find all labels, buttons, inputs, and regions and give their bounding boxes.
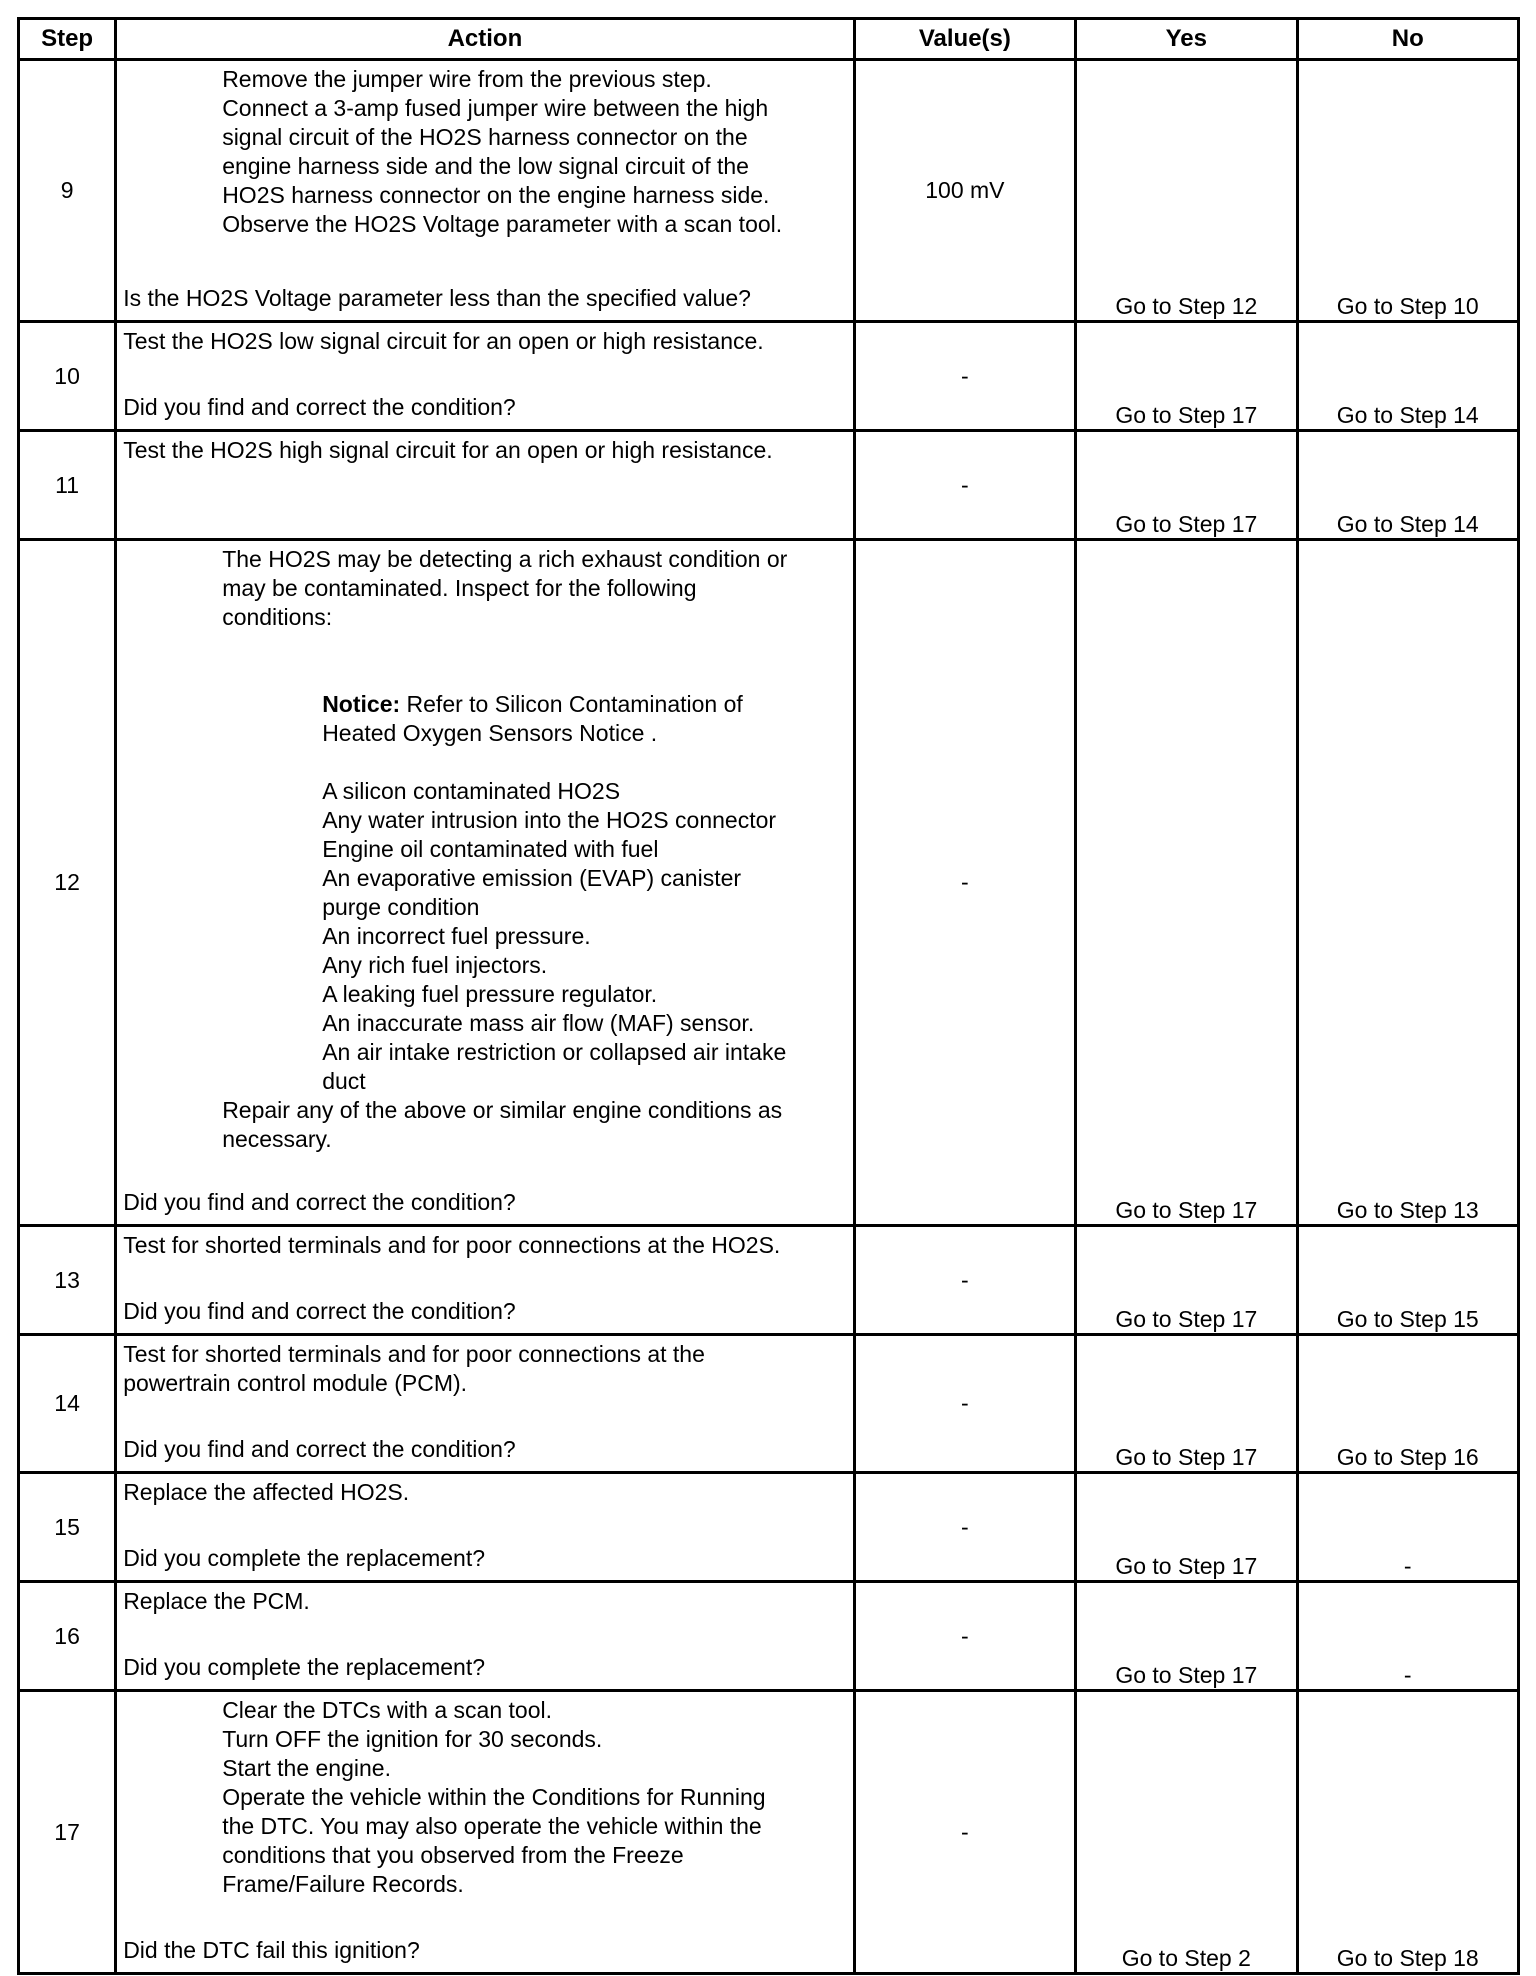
list-item: An inaccurate mass air flow (MAF) sensor. <box>322 1010 755 1036</box>
no-result: Go to Step 18 <box>1297 1691 1518 1974</box>
action-question: Did you find and correct the condition? <box>123 1189 516 1215</box>
intro-line: may be contaminated. Inspect for the following <box>222 575 697 601</box>
action-cell <box>116 1473 854 1582</box>
action-cell <box>116 322 854 431</box>
conditions-list <box>222 777 846 1096</box>
yes-result: Go to Step 2 <box>1076 1691 1297 1974</box>
action-line: Observe the HO2S Voltage parameter with a scan tool. <box>222 211 783 237</box>
step-number: 13 <box>19 1226 116 1335</box>
action-line: Operate the vehicle within the Conditions for Running <box>222 1784 766 1810</box>
yes-result: Go to Step 17 <box>1076 1226 1297 1335</box>
value-cell: - <box>854 1582 1075 1691</box>
intro-line: conditions: <box>222 604 333 630</box>
action-question: Did you find and correct the condition? <box>123 1298 516 1324</box>
no-result: Go to Step 14 <box>1297 322 1518 431</box>
action-line: HO2S harness connector on the engine harness side. <box>222 182 770 208</box>
step-number: 11 <box>19 431 116 540</box>
list-item: An incorrect fuel pressure. <box>322 923 591 949</box>
header-yes: Yes <box>1076 19 1297 60</box>
table-row <box>19 1691 1519 1974</box>
list-item: An evaporative emission (EVAP) canister <box>322 865 742 891</box>
list-item: A silicon contaminated HO2S <box>322 778 621 804</box>
value-cell: - <box>854 431 1075 540</box>
action-question: Did you find and correct the condition? <box>123 1436 516 1462</box>
action-line: powertrain control module (PCM). <box>123 1370 468 1396</box>
step-number: 15 <box>19 1473 116 1582</box>
no-result: - <box>1297 1582 1518 1691</box>
yes-result: Go to Step 17 <box>1076 1582 1297 1691</box>
action-question: Did the DTC fail this ignition? <box>123 1937 420 1963</box>
list-item: An air intake restriction or collapsed air intake <box>322 1039 787 1065</box>
action-cell <box>116 60 854 322</box>
action-line: Turn OFF the ignition for 30 seconds. <box>222 1726 603 1752</box>
value-cell: - <box>854 1335 1075 1473</box>
header-step: Step <box>19 19 116 60</box>
table-row <box>19 540 1519 1226</box>
list-item: Any water intrusion into the HO2S connector <box>322 807 777 833</box>
action-cell <box>116 1335 854 1473</box>
action-line: Frame/Failure Records. <box>222 1871 464 1897</box>
value-cell: - <box>854 1473 1075 1582</box>
action-cell <box>116 540 854 1226</box>
no-result: - <box>1297 1473 1518 1582</box>
value-cell: - <box>854 540 1075 1226</box>
action-line: Test for shorted terminals and for poor connections at the HO2S. <box>123 1232 781 1258</box>
list-item: duct <box>322 1068 366 1094</box>
no-result: Go to Step 16 <box>1297 1335 1518 1473</box>
step-number: 10 <box>19 322 116 431</box>
value-cell: - <box>854 322 1075 431</box>
action-question: Is the HO2S Voltage parameter less than the specified value? <box>123 285 751 311</box>
repair-line: Repair any of the above or similar engine conditions as <box>222 1097 783 1123</box>
no-result: Go to Step 15 <box>1297 1226 1518 1335</box>
table-header-row <box>19 19 1519 60</box>
table-row <box>19 60 1519 322</box>
intro-line: The HO2S may be detecting a rich exhaust condition or <box>222 546 788 572</box>
action-line: engine harness side and the low signal circuit of the <box>222 153 749 179</box>
notice-label: Notice: <box>322 691 401 717</box>
list-item: Any rich fuel injectors. <box>322 952 548 978</box>
yes-result: Go to Step 17 <box>1076 540 1297 1226</box>
yes-result: Go to Step 17 <box>1076 1473 1297 1582</box>
header-no: No <box>1297 19 1518 60</box>
yes-result: Go to Step 17 <box>1076 1335 1297 1473</box>
action-question <box>117 531 852 535</box>
action-line: Connect a 3-amp fused jumper wire between the high <box>222 95 769 121</box>
action-line: Test the HO2S low signal circuit for an open or high resistance. <box>123 328 764 354</box>
table-row <box>19 1335 1519 1473</box>
value-cell: - <box>854 1691 1075 1974</box>
action-line: conditions that you observed from the Freeze <box>222 1842 684 1868</box>
action-question: Did you complete the replacement? <box>123 1545 485 1571</box>
notice-text: Refer to Silicon Contamination of <box>400 691 743 717</box>
yes-result: Go to Step 17 <box>1076 431 1297 540</box>
action-line: Start the engine. <box>222 1755 391 1781</box>
action-line: Test the HO2S high signal circuit for an open or high resistance. <box>123 437 773 463</box>
no-result: Go to Step 10 <box>1297 60 1518 322</box>
action-cell <box>116 1582 854 1691</box>
action-cell <box>116 431 854 540</box>
step-number: 14 <box>19 1335 116 1473</box>
diagnostic-steps-table <box>17 17 1520 1975</box>
value-cell: 100 mV <box>854 60 1075 322</box>
table-row <box>19 1226 1519 1335</box>
no-result: Go to Step 14 <box>1297 431 1518 540</box>
notice-text: Heated Oxygen Sensors Notice . <box>322 720 658 746</box>
action-line: Replace the affected HO2S. <box>123 1479 410 1505</box>
yes-result: Go to Step 12 <box>1076 60 1297 322</box>
action-line: the DTC. You may also operate the vehicle within the <box>222 1813 762 1839</box>
table-row <box>19 1473 1519 1582</box>
no-result: Go to Step 13 <box>1297 540 1518 1226</box>
action-question: Did you complete the replacement? <box>123 1654 485 1680</box>
table-row <box>19 431 1519 540</box>
step-number: 17 <box>19 1691 116 1974</box>
step-number: 16 <box>19 1582 116 1691</box>
header-action: Action <box>116 19 854 60</box>
action-line: Test for shorted terminals and for poor connections at the <box>123 1341 705 1367</box>
action-line: Clear the DTCs with a scan tool. <box>222 1697 552 1723</box>
table-row <box>19 1582 1519 1691</box>
value-cell: - <box>854 1226 1075 1335</box>
list-item: purge condition <box>322 894 480 920</box>
repair-line: necessary. <box>222 1126 332 1152</box>
table-row <box>19 322 1519 431</box>
action-line: signal circuit of the HO2S harness connector on the <box>222 124 748 150</box>
action-question: Did you find and correct the condition? <box>123 394 516 420</box>
step-number: 12 <box>19 540 116 1226</box>
notice-block <box>222 690 846 748</box>
action-line: Remove the jumper wire from the previous step. <box>222 66 712 92</box>
yes-result: Go to Step 17 <box>1076 322 1297 431</box>
action-cell <box>116 1691 854 1974</box>
header-values: Value(s) <box>854 19 1075 60</box>
list-item: A leaking fuel pressure regulator. <box>322 981 658 1007</box>
action-cell <box>116 1226 854 1335</box>
list-item: Engine oil contaminated with fuel <box>322 836 659 862</box>
action-line: Replace the PCM. <box>123 1588 310 1614</box>
step-number: 9 <box>19 60 116 322</box>
